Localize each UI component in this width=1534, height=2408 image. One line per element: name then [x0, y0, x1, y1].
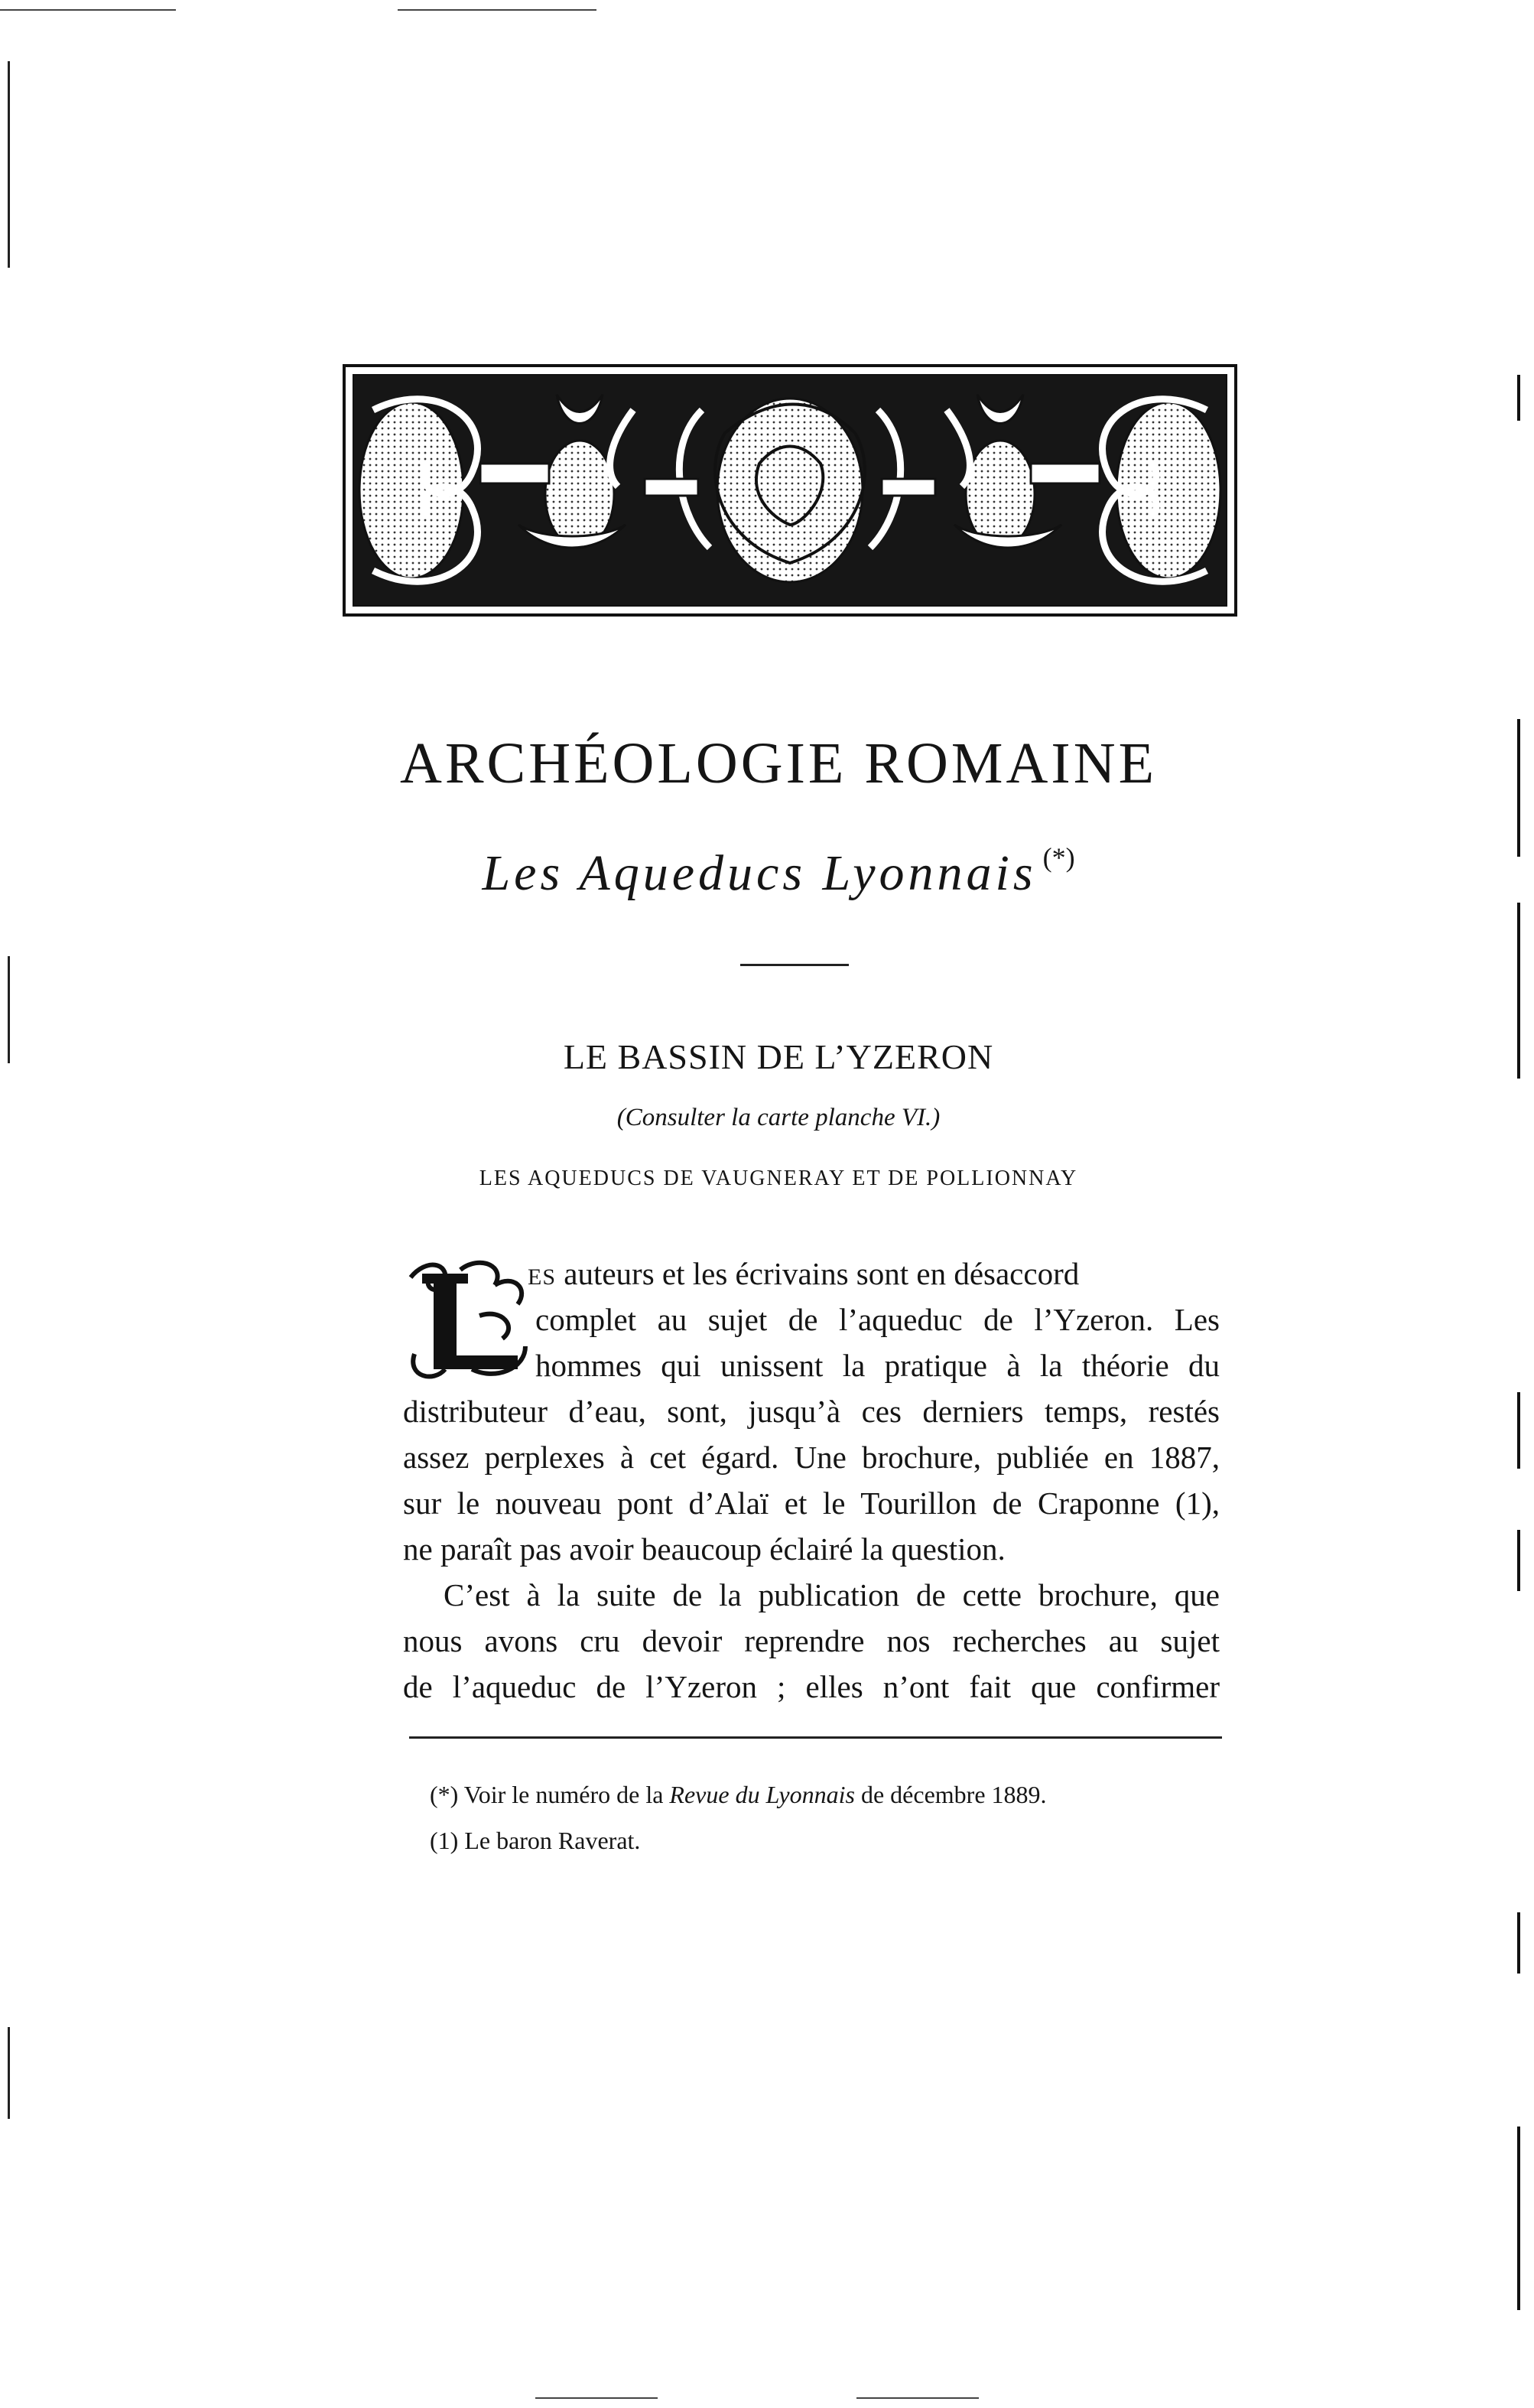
body-line-8: C’est à la suite de la publication de cette brochure, que — [444, 1577, 1220, 1612]
section-note: (Consulter la carte planche VI.) — [616, 1104, 941, 1131]
section-heading: LE BASSIN DE L’YZERON — [563, 1037, 994, 1076]
page-subtitle — [0, 841, 1534, 903]
title-divider — [740, 964, 849, 966]
footnote-1 — [430, 1781, 1047, 1809]
scan-edge-bottom — [856, 2397, 979, 2399]
footnote-mark: (1) — [430, 1827, 459, 1854]
footnote-text: Voir le numéro de la — [463, 1781, 664, 1808]
body-line-2: complet au sujet de l’aqueduc de l’Yzeron. Les — [535, 1302, 1220, 1337]
subtitle-text: Les Aqueducs Lyonnais — [482, 845, 1037, 901]
scan-edge-top — [0, 9, 176, 11]
drop-cap — [403, 1254, 533, 1383]
body-line-3: hommes qui unissent la pratique à la théorie du — [535, 1348, 1220, 1383]
subtitle-footnote-mark: (*) — [1042, 842, 1075, 873]
scan-edge-left — [8, 61, 10, 268]
footnote-text: de décembre 1889. — [860, 1781, 1047, 1808]
scan-edge-right — [1517, 1530, 1520, 1591]
body-line-9: nous avons cru devoir reprendre nos recherches au sujet — [403, 1623, 1220, 1658]
footnote-2 — [430, 1827, 640, 1855]
footnote-mark: (*) — [430, 1781, 459, 1808]
page-title: ARCHÉOLOGIE ROMAINE — [399, 731, 1158, 796]
body-line-1 — [528, 1258, 1216, 1290]
scan-edge-left — [8, 2027, 10, 2119]
body-line-7: ne paraît pas avoir beaucoup éclairé la question. — [403, 1531, 1006, 1567]
body-line-4: distributeur d’eau, sont, jusqu’à ces derniers temps, restés — [403, 1394, 1220, 1429]
scan-edge-right — [1517, 2127, 1520, 2310]
ornament-banner-icon — [343, 364, 1237, 617]
footnote-text: Le baron Raverat. — [464, 1827, 641, 1854]
decorated-initial-icon — [403, 1254, 533, 1383]
body-line-6: sur le nouveau pont d’Alaï et le Tourillon de Craponne (1), — [403, 1485, 1220, 1521]
footnote-journal: Revue du Lyonnais — [669, 1781, 855, 1808]
scan-edge-bottom — [535, 2397, 658, 2399]
body-line-text: auteurs et les écrivains sont en désaccord — [556, 1256, 1080, 1291]
scan-edge-right — [1517, 375, 1520, 421]
ornamental-headpiece — [343, 364, 1237, 617]
body-line-5: assez perplexes à cet égard. Une brochure, publiée en 1887, — [403, 1440, 1220, 1475]
footnote-divider — [409, 1736, 1222, 1739]
scan-edge-right — [1517, 1912, 1520, 1974]
scan-edge-top — [398, 9, 596, 11]
section-subheading: LES AQUEDUCS DE VAUGNERAY ET DE POLLIONNAY — [479, 1167, 1078, 1190]
scan-edge-right — [1517, 1392, 1520, 1469]
body-line-10: de l’aqueduc de l’Yzeron ; elles n’ont fait que confirmer — [403, 1669, 1220, 1704]
drop-cap-continuation: ES — [528, 1264, 557, 1290]
